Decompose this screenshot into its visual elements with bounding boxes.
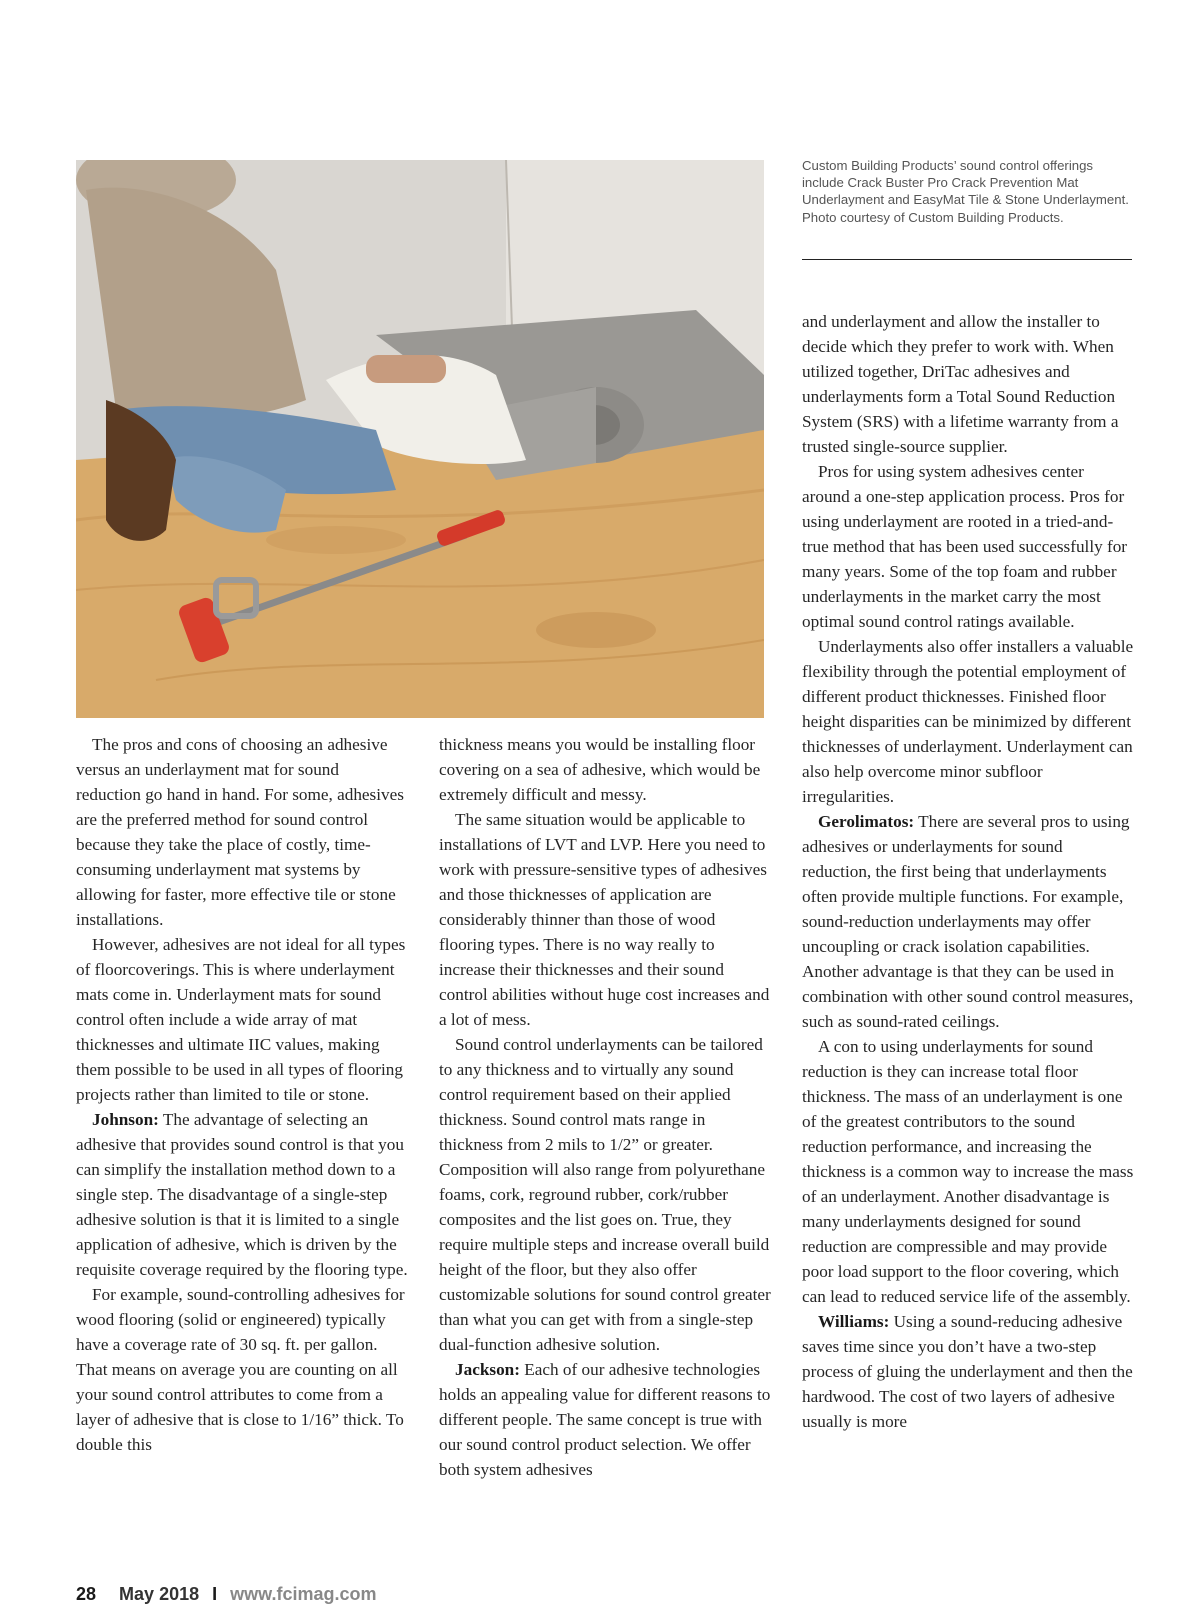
- photo-illustration: [76, 160, 764, 718]
- speaker-name: Williams:: [818, 1312, 890, 1331]
- page-number: 28: [76, 1584, 97, 1604]
- speaker-name: Johnson:: [92, 1110, 159, 1129]
- paragraph: A con to using underlayments for sound reduction is they can increase total floor thickness. The mass of an underlayment is one of the greatest contributors to the sound reduction performance, and increasing the thickness is a common way to increase the mass of an underlayment. Another disadvantage is many underlayments designed for sound reduction are compressible and may provide poor load support to the floor covering, which can lead to reduced service life of the assembly.: [802, 1037, 1134, 1306]
- footer-separator: I: [212, 1584, 218, 1604]
- article-photo: [76, 160, 764, 718]
- paragraph: and underlayment and allow the installer to decide which they prefer to work with. When utilized together, DriTac adhesives and underlayments form a Total Sound Reduction System (SRS) with a lifetime warranty from a trusted single-source supplier.: [802, 312, 1119, 456]
- paragraph-text: There are several pros to using adhesives or underlayments for sound reduction, the first being that underlayments often provide multiple functions. For example, sound-reduction underlayments may offer uncoupling or crack isolation capabilities. Another advantage is that they can be used in combination with other sound control measures, such as sound-rated ceilings.: [802, 812, 1134, 1031]
- paragraph: Pros for using system adhesives center around a one-step application process. Pros for using underlayment are rooted in a tried-and-true method that has been used successfully for many years. Some of the top foam and rubber underlayments in the market carry the most optimal sound control ratings available.: [802, 462, 1128, 631]
- article-column-3: [802, 309, 1134, 1434]
- paragraph: However, adhesives are not ideal for all types of floorcoverings. This is where underlayment mats come in. Underlayment mats for sound control often include a wide array of mat thicknesses and ultimate IIC values, making them possible to be used in all types of flooring projects rather than limited to tile or stone.: [76, 935, 406, 1104]
- website-link[interactable]: www.fcimag.com: [230, 1584, 377, 1604]
- caption-divider: [802, 259, 1132, 260]
- paragraph: [439, 1357, 771, 1482]
- page-footer: [76, 1584, 377, 1605]
- issue-date: May 2018: [119, 1584, 200, 1604]
- paragraph-text: Using a sound-reducing adhesive saves time since you don’t have a two-step process of gluing the underlayment and then the hardwood. The cost of two layers of adhesive usually is more: [802, 1312, 1133, 1431]
- paragraph: Sound control underlayments can be tailored to any thickness and to virtually any sound control requirement based on their applied thickness. Sound control mats range in thickness from 2 mils to 1/2” or greater. Composition will also range from polyurethane foams, cork, reground rubber, cork/rubber composites and the list goes on. True, they require multiple steps and increase overall build height of the floor, but they also offer customizable solutions for sound control greater than what you can get with from a single-step dual-function adhesive solution.: [439, 1035, 771, 1354]
- paragraph: [76, 1107, 408, 1282]
- paragraph: [802, 809, 1134, 1034]
- article-column-2: [439, 732, 771, 1482]
- paragraph: [802, 1309, 1134, 1434]
- speaker-name: Gerolimatos:: [818, 812, 915, 831]
- paragraph: thickness means you would be installing floor covering on a sea of adhesive, which would be extremely difficult and messy.: [439, 735, 761, 804]
- paragraph: For example, sound-controlling adhesives for wood flooring (solid or engineered) typically have a coverage rate of 30 sq. ft. per gallon. That means on average you are counting on all your sound control attributes to come from a layer of adhesive that is close to 1/16” thick. To double this: [76, 1285, 405, 1454]
- photo-caption: Custom Building Products’ sound control offerings include Crack Buster Pro Crack Prevention Mat Underlayment and EasyMat Tile & Stone Underlayment. Photo courtesy of Custom Building Products.: [802, 158, 1129, 225]
- speaker-name: Jackson:: [455, 1360, 520, 1379]
- article-column-1: [76, 732, 408, 1457]
- paragraph-text: The advantage of selecting an adhesive that provides sound control is that you can simplify the installation method down to a single step. The disadvantage of a single-step adhesive solution is that it is limited to a single application of adhesive, which is driven by the requisite coverage required by the flooring type.: [76, 1110, 408, 1279]
- paragraph-text: Each of our adhesive technologies holds an appealing value for different reasons to different people. The same concept is true with our sound control product selection. We offer both system adhesives: [439, 1360, 771, 1479]
- paragraph: The same situation would be applicable to installations of LVT and LVP. Here you need to work with pressure-sensitive types of adhesives and those thicknesses of application are considerably thinner than those of wood flooring types. There is no way really to increase their thicknesses and their sound control abilities without huge cost increases and a lot of mess.: [439, 810, 770, 1029]
- paragraph: Underlayments also offer installers a valuable flexibility through the potential employment of different product thicknesses. Finished floor height disparities can be minimized by different thicknesses of underlayment. Underlayment can also help overcome minor subfloor irregularities.: [802, 637, 1134, 806]
- paragraph: The pros and cons of choosing an adhesive versus an underlayment mat for sound reduction go hand in hand. For some, adhesives are the preferred method for sound control because they take the place of costly, time-consuming underlayment mat systems by allowing for faster, more effective tile or stone installations.: [76, 735, 404, 929]
